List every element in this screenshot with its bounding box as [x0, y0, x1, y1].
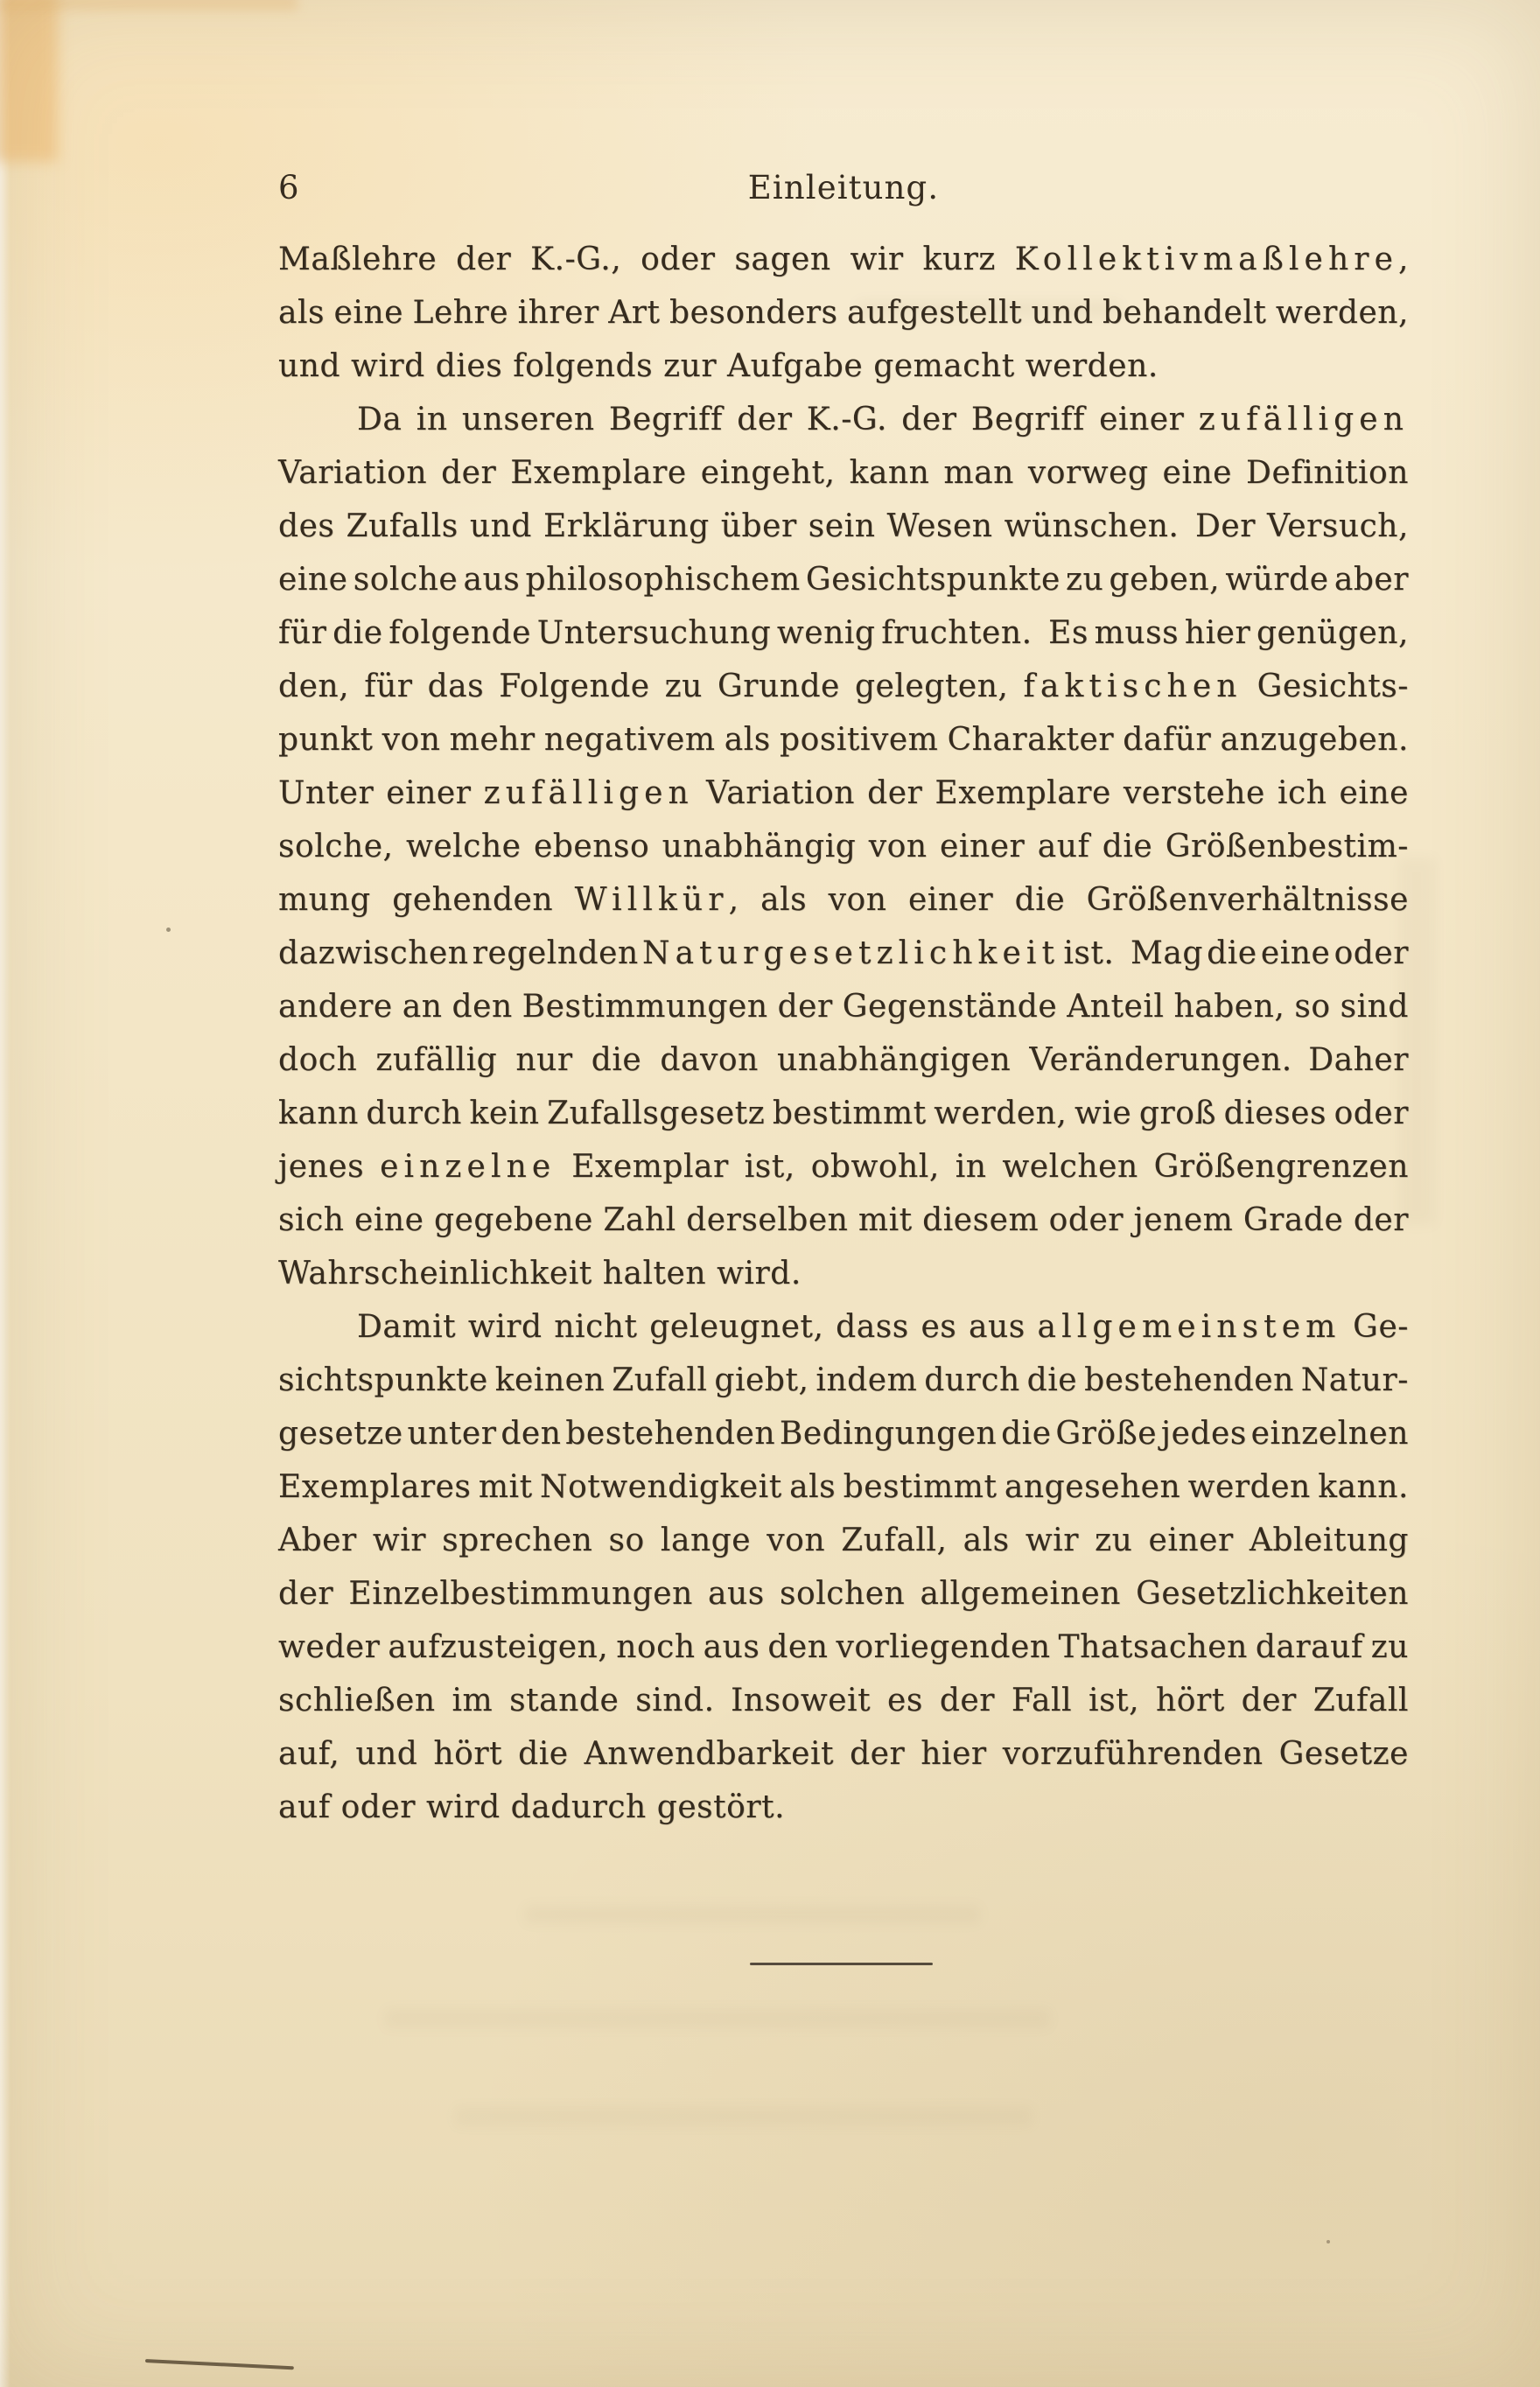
text-line: und wird dies folgends zur Aufgabe gemacht werden. [278, 348, 1158, 384]
emphasized-spaced-word: allgemeinstem [1037, 1309, 1341, 1345]
text-line: Wahrscheinlichkeit halten wird. [278, 1256, 802, 1292]
page-number: 6 [278, 169, 299, 206]
text-line: den, für das Folgende zu Grunde gelegten, faktischen Gesichts- [278, 668, 1409, 704]
text-line: sichtspunkte keinen Zufall giebt, indem durch die bestehenden Natur- [278, 1362, 1409, 1398]
section-divider [750, 1963, 933, 1965]
text-line: punkt von mehr negativem als positivem Charakter dafür anzugeben. [278, 722, 1409, 758]
text-line: auf oder wird dadurch gestört. [278, 1789, 786, 1825]
text-line: sich eine gegebene Zahl derselben mit diesem oder jenem Grade der [278, 1202, 1409, 1238]
text-line: jenes einzelne Exemplar ist, obwohl, in welchen Größengrenzen [278, 1149, 1410, 1185]
ink-speck [166, 928, 171, 932]
text-line: solche, welche ebenso unabhängig von einer auf die Größenbestim- [278, 829, 1409, 864]
body-text [278, 233, 1409, 1834]
text-line: Aber wir sprechen so lange von Zufall, als wir zu einer Ableitung [278, 1522, 1409, 1558]
bleed-through-ghost [525, 1906, 980, 1923]
text-line: Variation der Exemplare eingeht, kann man vorweg eine Definition [278, 455, 1409, 491]
emphasized-spaced-word: einzelne [380, 1149, 556, 1185]
bleed-through-ghost [455, 2107, 1032, 2126]
text-line: Da in unseren Begriff der K.-G. der Begriff einer zufälligen [357, 402, 1409, 438]
text-line: dazwischen regelnden Naturgesetzlichkeit ist. Mag die eine oder [278, 935, 1409, 971]
text-line: gesetze unter den bestehenden Bedingungen die Größe jedes einzelnen [278, 1416, 1409, 1452]
text-line: doch zufällig nur die davon unabhängigen Veränderungen. Daher [278, 1042, 1409, 1078]
emphasized-spaced-word: Naturgesetzlichkeit [641, 935, 1060, 971]
ink-mark-bottom [145, 2359, 294, 2370]
ink-speck [1326, 2240, 1330, 2244]
page-top-tint [0, 0, 298, 10]
emphasized-spaced-word: faktischen [1023, 668, 1242, 704]
page-edge-highlight [0, 0, 10, 2387]
text-line: der Einzelbestimmungen aus solchen allgemeinen Gesetzlichkeiten [278, 1576, 1409, 1612]
bleed-through-ghost [385, 2009, 1050, 2028]
text-line: kann durch kein Zufallsgesetz bestimmt werden, wie groß dieses oder [278, 1096, 1409, 1131]
emphasized-spaced-word: Willkür [574, 882, 729, 918]
text-line: Damit wird nicht geleugnet, dass es aus allgemeinstem Ge- [357, 1309, 1409, 1345]
text-line: Maßlehre der K.-G., oder sagen wir kurz Kollektivmaßlehre, [278, 242, 1409, 277]
page-corner-tint [0, 0, 58, 162]
text-line: des Zufalls und Erklärung über sein Wesen wünschen. Der Versuch, [278, 508, 1409, 544]
emphasized-spaced-word: zufälligen [1198, 402, 1409, 438]
running-title: Einleitung. [747, 169, 940, 206]
text-line: weder aufzusteigen, noch aus den vorliegenden Thatsachen darauf zu [278, 1629, 1409, 1665]
text-line: für die folgende Untersuchung wenig fruchten. Es muss hier genügen, [278, 615, 1409, 651]
text-line: als eine Lehre ihrer Art besonders aufgestellt und behandelt werden, [278, 295, 1409, 331]
text-line: andere an den Bestimmungen der Gegenstände Anteil haben, so sind [278, 989, 1409, 1025]
emphasized-spaced-word: Kollektivmaßlehre [1014, 242, 1399, 277]
text-line: Exemplares mit Notwendigkeit als bestimmt angesehen werden kann. [278, 1469, 1409, 1505]
emphasized-spaced-word: zufälligen [483, 775, 694, 811]
text-line: schließen im stande sind. Insoweit es der Fall ist, hört der Zufall [278, 1683, 1409, 1718]
text-line: mung gehenden Willkür, als von einer die Größenverhältnisse [278, 882, 1409, 918]
text-line: Unter einer zufälligen Variation der Exemplare verstehe ich eine [278, 775, 1409, 811]
text-line: eine solche aus philosophischem Gesichtspunkte zu geben, würde aber [278, 562, 1409, 598]
text-line: auf, und hört die Anwendbarkeit der hier vorzuführenden Gesetze [278, 1736, 1409, 1772]
running-header [278, 161, 1409, 214]
